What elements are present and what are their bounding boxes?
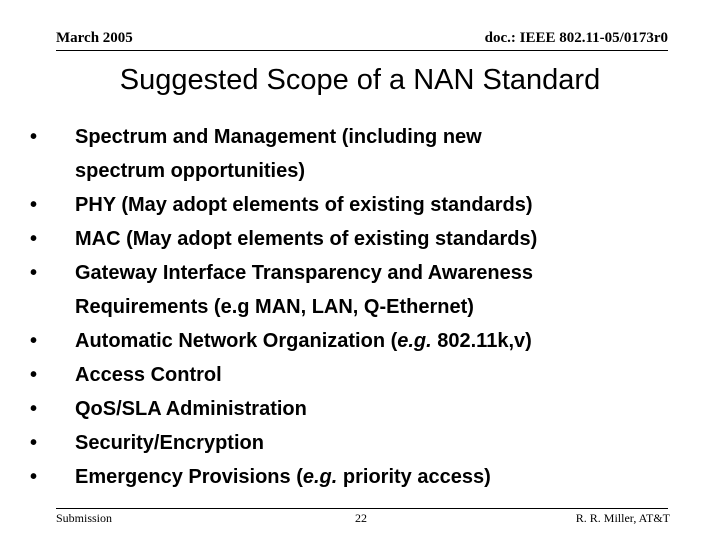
list-item [30, 460, 690, 494]
list-item [30, 426, 690, 460]
list-item [30, 358, 690, 392]
bullet-icon: • [30, 432, 38, 454]
bullet-text-continued: Requirements (e.g MAN, LAN, Q-Ethernet) [75, 296, 474, 318]
list-item [30, 392, 690, 426]
bullet-icon: • [30, 466, 38, 488]
list-item [30, 256, 690, 324]
bullet-text: Security/Encryption [75, 432, 264, 454]
bullet-text-part: Emergency Provisions ( [75, 466, 303, 488]
footer-submission: Submission [56, 511, 113, 525]
list-item [30, 188, 690, 222]
bullet-text-part: 802.11k,v) [431, 330, 532, 352]
header-doc-id: doc.: IEEE 802.11-05/0173r0 [484, 30, 668, 46]
list-item [30, 120, 690, 188]
slide-title: Suggested Scope of a NAN Standard [119, 64, 601, 96]
bullet-icon: • [30, 330, 38, 352]
bullet-icon: • [30, 364, 38, 386]
list-item [30, 324, 690, 358]
bullet-list [30, 120, 690, 494]
bullet-text-emphasis: e.g. [302, 466, 338, 488]
footer-author: R. R. Miller, AT&T [575, 511, 670, 525]
bullet-text: Gateway Interface Transparency and Awareness [75, 262, 533, 284]
bullet-icon: • [30, 194, 38, 216]
bullet-icon: • [30, 398, 38, 420]
header-rule [56, 50, 668, 51]
bullet-icon: • [30, 262, 38, 284]
footer-page-number: 22 [355, 511, 367, 525]
bullet-text-emphasis: e.g. [397, 330, 432, 352]
footer-rule [56, 508, 668, 509]
bullet-text: QoS/SLA Administration [75, 398, 307, 420]
bullet-text [75, 460, 690, 494]
bullet-text-continued: spectrum opportunities) [75, 160, 306, 182]
bullet-text-part: priority access) [337, 466, 491, 488]
bullet-text-part: Automatic Network Organization ( [75, 330, 398, 352]
list-item [30, 222, 690, 256]
bullet-text: Access Control [75, 364, 222, 386]
bullet-icon: • [30, 126, 38, 148]
header-date: March 2005 [56, 30, 133, 46]
bullet-text: MAC (May adopt elements of existing standards) [75, 228, 538, 250]
bullet-text: PHY (May adopt elements of existing standards) [75, 194, 533, 216]
bullet-icon: • [30, 228, 38, 250]
bullet-text: Spectrum and Management (including new [75, 126, 482, 148]
bullet-text [75, 324, 690, 358]
